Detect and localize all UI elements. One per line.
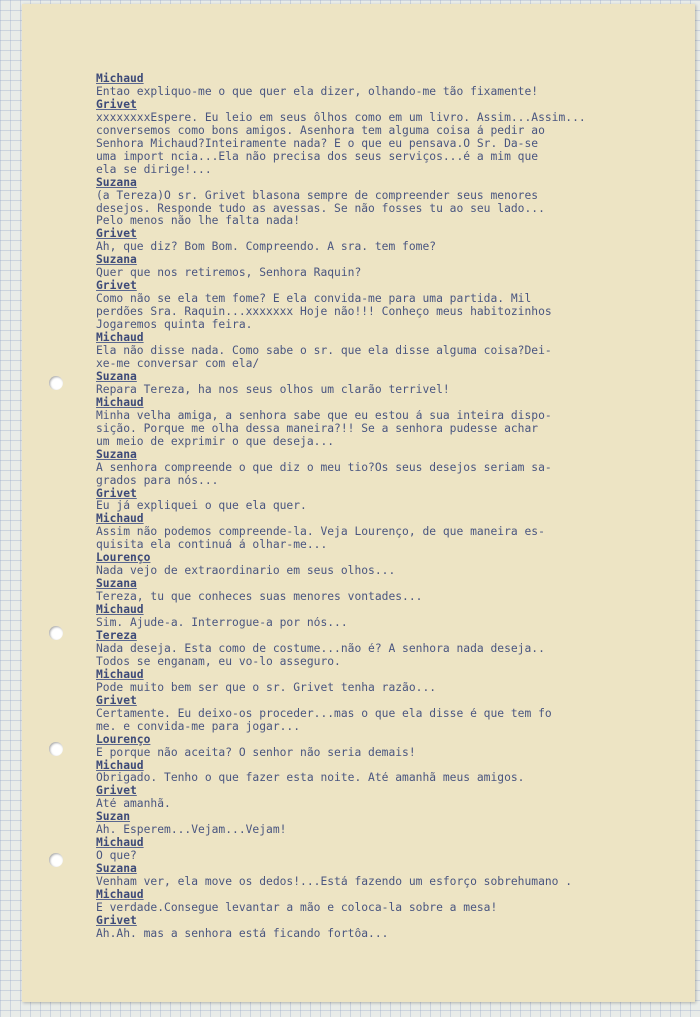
speaker-name: Michaud bbox=[96, 888, 144, 902]
dialogue-line: Assim não podemos compreende-la. Veja Lourenço, de que maneira es- bbox=[96, 526, 545, 539]
dialogue-line: (a Tereza)O sr. Grivet blasona sempre de compreender seus menores bbox=[96, 189, 539, 202]
speaker-name: Michaud bbox=[96, 395, 144, 409]
dialogue-line: xe-me conversar com ela/ bbox=[96, 357, 260, 370]
speaker-name: Suzana bbox=[96, 369, 137, 383]
dialogue-line: Repara Tereza, ha nos seus olhos um clarão terrivel! bbox=[96, 383, 450, 396]
play-script-text bbox=[96, 73, 666, 941]
dialogue-line: É verdade.Consegue levantar a mão e coloca-la sobre a mesa! bbox=[96, 902, 498, 914]
dialogue-line: me. e convida-me para jogar... bbox=[96, 720, 301, 733]
speaker-name: Lourenço bbox=[96, 732, 151, 746]
speaker-name: Michaud bbox=[96, 603, 144, 617]
speaker-name: Grivet bbox=[96, 227, 137, 241]
speaker-name: Grivet bbox=[96, 784, 137, 798]
speaker-name: Suzana bbox=[96, 577, 137, 591]
dialogue-line: Certamente. Eu deixo-os proceder...mas o que ela disse é que tem fo bbox=[96, 707, 552, 720]
dialogue-line: Pelo menos não lhe falta nada! bbox=[96, 215, 301, 228]
dialogue-line: sição. Porque me olha dessa maneira?!! Se a senhora pudesse achar bbox=[96, 422, 539, 435]
speaker-name: Grivet bbox=[96, 486, 137, 500]
speaker-name: Lourenço bbox=[96, 551, 151, 565]
dialogue-line: Ah.Ah. mas a senhora está ficando fortôa... bbox=[96, 927, 389, 940]
speaker-name: Michaud bbox=[96, 667, 144, 681]
punch-hole bbox=[49, 626, 63, 640]
speaker-name: Grivet bbox=[96, 693, 137, 707]
dialogue-line: Ela não disse nada. Como sabe o sr. que ela disse alguma coisa?Dei- bbox=[96, 345, 552, 358]
dialogue-line: Quer que nos retiremos, Senhora Raquin? bbox=[96, 267, 362, 280]
dialogue-line: Nada deseja. Esta como de costume...não é? A senhora nada deseja.. bbox=[96, 642, 545, 655]
speaker-name: Grivet bbox=[96, 97, 137, 111]
dialogue-line: Jogaremos quinta feira. bbox=[96, 319, 253, 332]
dialogue-line: Ah. Esperem...Vejam...Vejam! bbox=[96, 824, 287, 837]
speaker-name: Michaud bbox=[96, 72, 144, 85]
dialogue-line: Todos se enganam, eu vo-lo asseguro. bbox=[96, 655, 341, 668]
punch-hole bbox=[49, 853, 63, 867]
dialogue-line: xxxxxxxxEspere. Eu leio em seus ôlhos como em um livro. Assim...Assim... bbox=[96, 111, 586, 124]
dialogue-line: Como não se ela tem fome? E ela convida-me para uma partida. Mil bbox=[96, 293, 532, 306]
speaker-name: Suzan bbox=[96, 810, 131, 824]
dialogue-line: Nada vejo de extraordinario em seus olhos... bbox=[96, 565, 396, 578]
speaker-name: Suzana bbox=[96, 253, 137, 267]
dialogue-line: Tereza, tu que conheces suas menores vontades... bbox=[96, 591, 423, 604]
dialogue-line: Eu já expliquei o que ela quer. bbox=[96, 500, 307, 513]
speaker-name: Tereza bbox=[96, 628, 137, 642]
speaker-name: Michaud bbox=[96, 758, 144, 772]
dialogue-line: Sim. Ajude-a. Interrogue-a por nós... bbox=[96, 617, 348, 630]
dialogue-line: conversemos como bons amigos. Asenhora tem alguma coisa á pedir ao bbox=[96, 124, 545, 137]
dialogue-line: Venham ver, ela move os dedos!...Está fazendo um esforço sobrehumano . bbox=[96, 876, 573, 889]
speaker-name: Grivet bbox=[96, 913, 137, 927]
dialogue-line: uma import ncia...Ela não precisa dos seus serviços...é a mim que bbox=[96, 150, 539, 163]
dialogue-line: E porque não aceita? O senhor não seria demais! bbox=[96, 746, 416, 759]
speaker-name: Michaud bbox=[96, 331, 144, 345]
speaker-name: Michaud bbox=[96, 512, 144, 526]
speaker-name: Grivet bbox=[96, 279, 137, 293]
dialogue-line: A senhora compreende o que diz o meu tio?Os seus desejos seriam sa- bbox=[96, 461, 552, 474]
dialogue-line: perdões Sra. Raquin...xxxxxxx Hoje não!!! Conheço meus habitozinhos bbox=[96, 306, 552, 319]
dialogue-line: Pode muito bem ser que o sr. Grivet tenha razão... bbox=[96, 681, 437, 694]
dialogue-line: Entao expliquo-me o que quer ela dizer, olhando-me tão fixamente! bbox=[96, 85, 539, 98]
punch-hole bbox=[49, 742, 63, 756]
speaker-name: Michaud bbox=[96, 836, 144, 850]
dialogue-line: desejos. Responde tudo as avessas. Se não fosses tu ao seu lado... bbox=[96, 202, 545, 215]
dialogue-line: Senhora Michaud?Inteiramente nada? É o que eu pensava.O Sr. Da-se bbox=[96, 137, 539, 150]
dialogue-line: Até amanhã. bbox=[96, 798, 171, 811]
dialogue-line: quisita ela continuá á olhar-me... bbox=[96, 539, 328, 552]
dialogue-line: um meio de exprimir o que deseja... bbox=[96, 435, 335, 448]
dialogue-line: Obrigado. Tenho o que fazer esta noite. Até amanhã meus amigos. bbox=[96, 772, 525, 785]
dialogue-line: Ah, que diz? Bom Bom. Compreendo. A sra. tem fome? bbox=[96, 241, 437, 254]
dialogue-line: Minha velha amiga, a senhora sabe que eu estou á sua inteira dispo- bbox=[96, 409, 552, 422]
punch-hole bbox=[49, 376, 63, 390]
speaker-name: Suzana bbox=[96, 862, 137, 876]
speaker-name: Suzana bbox=[96, 175, 137, 189]
dialogue-line: ela se dirige!... bbox=[96, 163, 212, 176]
dialogue-line: grados para nós... bbox=[96, 474, 219, 487]
speaker-name: Suzana bbox=[96, 447, 137, 461]
dialogue-line: O que? bbox=[96, 850, 137, 863]
